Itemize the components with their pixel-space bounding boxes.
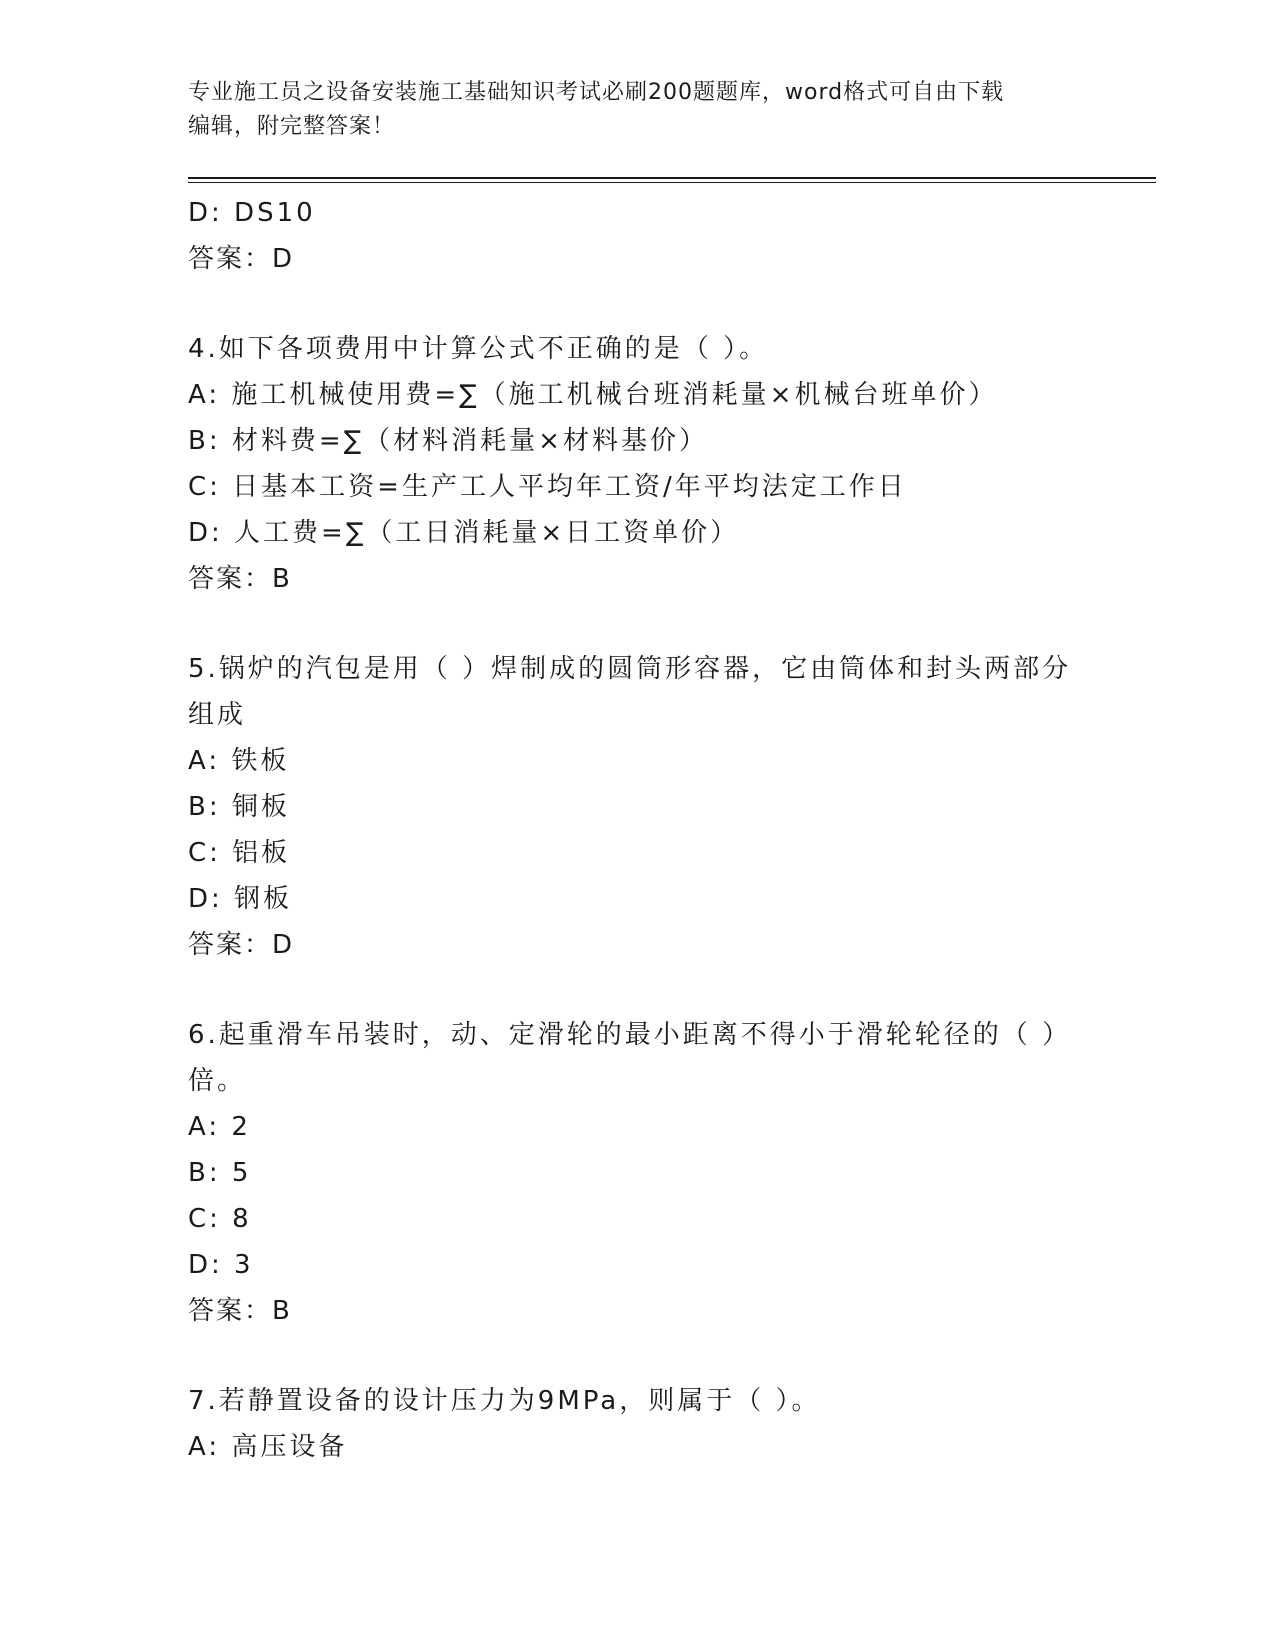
option-a: A: 2 [188, 1112, 251, 1142]
question-5 [188, 646, 1088, 968]
question-text-line1: 5.锅炉的汽包是用（ ）焊制成的圆筒形容器，它由筒体和封头两部分 [188, 654, 1072, 684]
option-c: C: 铝板 [188, 838, 291, 868]
answer: 答案：D [188, 930, 295, 960]
answer: 答案：D [188, 244, 295, 274]
option-d: D: 3 [188, 1250, 254, 1280]
header-title-line2: 编辑，附完整答案！ [188, 114, 396, 139]
answer: 答案：B [188, 1296, 292, 1326]
option-b: B: 铜板 [188, 792, 290, 822]
option-b: B: 5 [188, 1158, 252, 1188]
document-body [188, 190, 1088, 1470]
question-text: 4.如下各项费用中计算公式不正确的是（ ）。 [188, 334, 769, 364]
spacer [188, 968, 1088, 1012]
question-4 [188, 326, 1088, 602]
option-a: A: 施工机械使用费=∑（施工机械台班消耗量×机械台班单价） [188, 380, 998, 410]
option-a: A: 铁板 [188, 746, 290, 776]
option-b: B: 材料费=∑（材料消耗量×材料基价） [188, 426, 708, 456]
question-3-tail [188, 190, 1088, 282]
option-a: A: 高压设备 [188, 1432, 348, 1462]
question-text-line2: 组成 [188, 700, 247, 730]
option-c: C: 日基本工资=生产工人平均年工资/年平均法定工作日 [188, 472, 907, 502]
page-header [188, 76, 1068, 144]
header-title-line1: 专业施工员之设备安装施工基础知识考试必刷200题题库，word格式可自由下载 [188, 80, 1005, 105]
spacer [188, 282, 1088, 326]
spacer [188, 1334, 1088, 1378]
question-7 [188, 1378, 1088, 1470]
question-text-line1: 6.起重滑车吊装时，动、定滑轮的最小距离不得小于滑轮轮径的（ ） [188, 1020, 1072, 1050]
option-d: D: 人工费=∑（工日消耗量×日工资单价） [188, 518, 740, 548]
option-d: D: DS10 [188, 198, 316, 228]
header-divider [188, 177, 1156, 183]
question-6 [188, 1012, 1088, 1334]
option-d: D: 钢板 [188, 884, 293, 914]
question-text: 7.若静置设备的设计压力为9MPa，则属于（ ）。 [188, 1386, 821, 1416]
spacer [188, 602, 1088, 646]
question-text-line2: 倍。 [188, 1066, 247, 1096]
option-c: C: 8 [188, 1204, 252, 1234]
answer: 答案：B [188, 564, 292, 594]
